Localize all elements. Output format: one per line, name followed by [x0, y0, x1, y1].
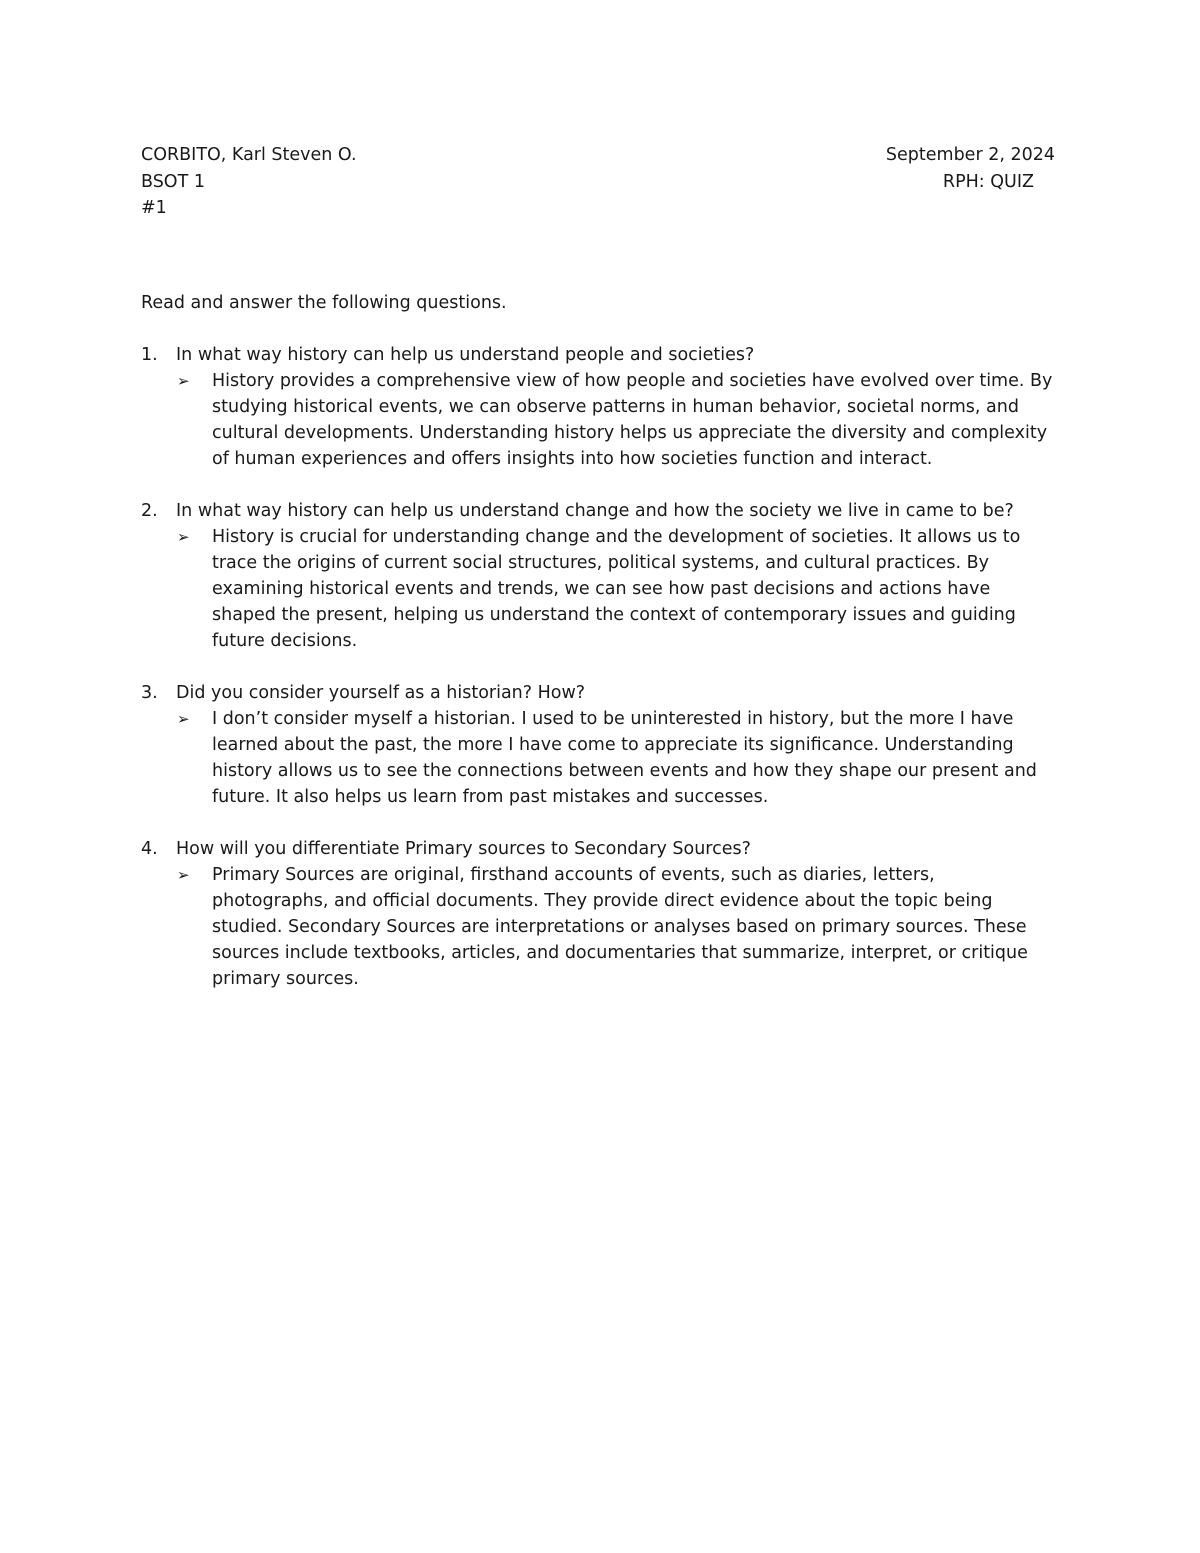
question-line	[141, 680, 1071, 706]
question-number: 2.	[141, 501, 158, 521]
question-line	[141, 836, 1071, 862]
answer-block	[141, 862, 1054, 992]
answer-block	[141, 524, 1054, 654]
answer-text: Primary Sources are original, firsthand accounts of events, such as diaries, letters, photographs, and official documents. They provide direct evidence about the topic being studied. Secondary Sources are interpretations or analyses based on primary sources. These sources include textbooks, articles, and documentaries that summarize, interpret, or critique primary sources.	[212, 865, 1028, 989]
question-item	[141, 680, 1071, 810]
question-number: 1.	[141, 345, 158, 365]
subject-label: RPH: QUIZ	[942, 171, 1034, 192]
question-line	[141, 342, 1071, 368]
arrowhead-bullet-icon: ➢	[177, 710, 190, 728]
answer-text: History provides a comprehensive view of how people and societies have evolved over time. By studying historical events, we can observe patterns in human behavior, societal norms, and cultural developments. Understanding history helps us appreciate the diversity and complexity of human experiences and offers insights into how societies function and interact.	[212, 371, 1053, 469]
student-name: CORBITO, Karl Steven O.	[141, 145, 357, 165]
header-line-3	[141, 195, 1055, 222]
question-number: 3.	[141, 683, 158, 703]
header-line-1	[141, 142, 1055, 169]
answer-block	[141, 706, 1054, 810]
question-item	[141, 498, 1071, 654]
question-list	[141, 342, 1071, 1018]
answer-text: I don’t consider myself a historian. I used to be uninterested in history, but the more I have learned about the past, the more I have come to appreciate its significance. Understanding history allows us to see the connections between events and how they shape our present and future. It also helps us learn from past mistakes and successes.	[212, 709, 1037, 807]
student-number: #1	[141, 198, 167, 218]
answer-text: History is crucial for understanding change and the development of societies. It allows us to trace the origins of current social structures, political systems, and cultural practices. By examining historical events and trends, we can see how past decisions and actions have shaped the present, helping us understand the context of contemporary issues and guiding future decisions.	[212, 527, 1021, 651]
question-text: How will you differentiate Primary sources to Secondary Sources?	[176, 839, 751, 859]
answer-block	[141, 368, 1054, 472]
arrowhead-bullet-icon: ➢	[177, 866, 190, 884]
quiz-date: September 2, 2024	[885, 145, 1055, 165]
question-item	[141, 836, 1071, 992]
question-number: 4.	[141, 839, 158, 859]
question-text: In what way history can help us understand people and societies?	[176, 345, 755, 365]
question-item	[141, 342, 1071, 472]
question-text: In what way history can help us understand change and how the society we live in came to be?	[176, 501, 1014, 521]
header-line-2	[141, 169, 1055, 196]
document-header	[141, 142, 1055, 222]
question-line	[141, 498, 1071, 524]
instruction-text: Read and answer the following questions.	[141, 293, 507, 313]
question-text: Did you consider yourself as a historian? How?	[176, 683, 586, 703]
course-section: BSOT 1	[141, 171, 205, 192]
arrowhead-bullet-icon: ➢	[177, 528, 190, 546]
arrowhead-bullet-icon: ➢	[177, 372, 190, 390]
